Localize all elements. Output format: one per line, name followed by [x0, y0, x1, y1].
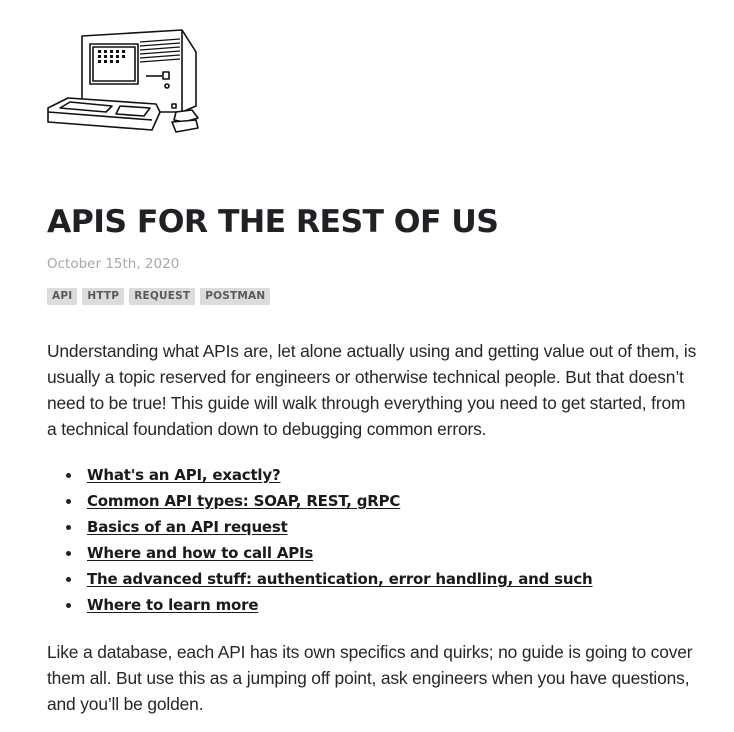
bullet-icon	[66, 551, 71, 556]
bullet-icon	[66, 603, 71, 608]
toc-item	[87, 540, 593, 566]
outro-paragraph: Like a database, each API has its own specifics and quirks; no guide is going to cover them all. But use this as a jumping off point, ask engineers when you have questions, and you’ll be golden.	[47, 642, 693, 714]
tag-list	[47, 288, 270, 305]
bullet-icon	[66, 473, 71, 478]
article-title: APIS FOR THE REST OF US	[47, 204, 499, 240]
bullet-icon	[66, 577, 71, 582]
toc-link-where-to-call[interactable]: Where and how to call APIs	[87, 544, 314, 562]
toc-item	[87, 566, 593, 592]
toc-item	[87, 592, 593, 618]
computer-illustration-icon	[44, 26, 204, 138]
bullet-icon	[66, 525, 71, 530]
toc-item	[87, 462, 593, 488]
toc-link-api-types[interactable]: Common API types: SOAP, REST, gRPC	[87, 492, 401, 510]
article-date: October 15th, 2020	[47, 256, 180, 272]
toc-item	[87, 488, 593, 514]
table-of-contents	[47, 462, 593, 618]
bullet-icon	[66, 499, 71, 504]
toc-item	[87, 514, 593, 540]
tag-api[interactable]: API	[47, 288, 77, 305]
tag-http[interactable]: HTTP	[82, 288, 124, 305]
toc-link-whats-an-api[interactable]: What's an API, exactly?	[87, 466, 281, 484]
intro-paragraph: Understanding what APIs are, let alone actually using and getting value out of them, is usually a topic reserved for engineers or otherwise technical people. But that doesn’t need to be true! This guide will walk through everything you need to get started, from a technical foundation down to debugging common errors.	[47, 341, 697, 439]
toc-link-request-basics[interactable]: Basics of an API request	[87, 518, 288, 536]
tag-postman[interactable]: POSTMAN	[200, 288, 270, 305]
tag-request[interactable]: REQUEST	[129, 288, 195, 305]
toc-link-learn-more[interactable]: Where to learn more	[87, 596, 259, 614]
toc-link-advanced[interactable]: The advanced stuff: authentication, error handling, and such	[87, 570, 593, 588]
